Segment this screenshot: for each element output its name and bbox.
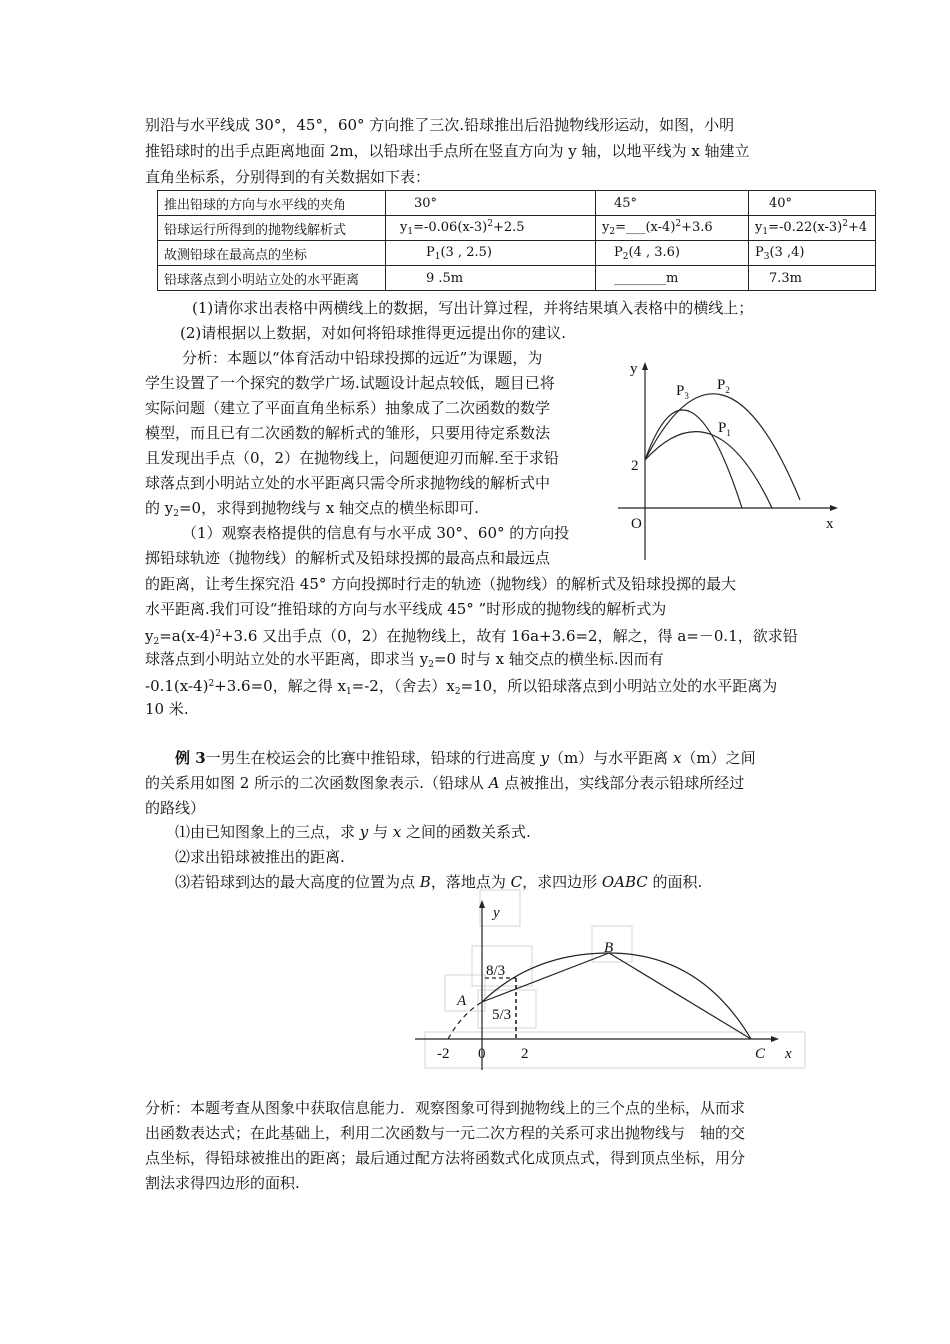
- y-label: y: [630, 361, 638, 377]
- analysis-line: 水平距离.我们可设“推铅球的方向与水平线成 45° ”时形成的抛物线的解析式为: [145, 600, 667, 618]
- analysis2-line: 点坐标，得铅球被推出的距离；最后通过配方法将函数式化成顶点式，得到顶点坐标，用分: [145, 1149, 746, 1167]
- row-label: 铅球落点到小明站立处的水平距离: [158, 266, 386, 291]
- parabola: [482, 953, 751, 1039]
- analysis-line: （1）观察表格提供的信息有与水平成 30°、60° 的方向投: [182, 524, 570, 542]
- p3-label: $P_3$: [676, 383, 689, 401]
- label-5-3: 5/3: [492, 1007, 512, 1023]
- example-line: 的关系用如图 2 所示的二次函数图象表示.（铅球从 A 点被推出，实线部分表示铅球所经过: [145, 774, 745, 792]
- cell: $P_1(3$ , 2.5): [386, 241, 596, 266]
- intro-line: 直角坐标系，分别得到的有关数据如下表：: [145, 168, 431, 186]
- cell: 7.3m: [749, 266, 876, 291]
- analysis-line: $y_2=a(x-4)^2+3.6$ 又出手点（0，2）在抛物线上，故有 16a+3.6=2，解之，得 a=－0.1，欲求铅: [145, 627, 798, 647]
- row-label: 故测铅球在最高点的坐标: [158, 241, 386, 266]
- cell: 9 .5m: [386, 266, 596, 291]
- tick-minus-2: -2: [437, 1046, 450, 1062]
- y-arrow-icon: [642, 362, 648, 370]
- x-label: x: [826, 516, 834, 532]
- cell: $P_2(4$ , 3.6): [596, 241, 749, 266]
- curve-p3: [645, 410, 742, 508]
- x-arrow-icon: [771, 1036, 779, 1042]
- analysis-line: 模型，而且已有二次函数的解析式的雏形，只要用待定系数法: [145, 424, 551, 442]
- intro-line: 别沿与水平线成 30°，45°，60° 方向推了三次.铅球推出后沿抛物线形运动，如图，小明: [145, 116, 735, 134]
- cell: 40°: [749, 191, 876, 216]
- example-question-1: ⑴由已知图象上的三点，求 y 与 x 之间的函数关系式.: [175, 823, 531, 841]
- segments-abc: [482, 953, 751, 1039]
- example-question-3: ⑶若铅球到达的最大高度的位置为点 B，落地点为 C，求四边形 OABC 的面积.: [175, 873, 703, 891]
- analysis-line: 10 米.: [145, 700, 189, 718]
- cell: $y_1=-0.22(x-3)^2+4$: [749, 216, 876, 241]
- analysis-line: 实际问题（建立了平面直角坐标系）抽象成了二次函数的数学: [145, 399, 551, 417]
- analysis-line: 分析：本题以“体育活动中铅球投掷的远近”为课题，为: [182, 349, 543, 367]
- analysis-line: 的距离，让考生探究沿 45° 方向投掷时行走的轨迹（抛物线）的解析式及铅球投掷的最大: [145, 575, 737, 593]
- y2-label: 2: [631, 458, 639, 474]
- question-2: (2)请根据以上数据，对如何将铅球推得更远提出你的建议.: [180, 324, 567, 342]
- analysis-line: 球落点到小明站立处的水平距离，即求当 $y_2=0$ 时与 x 轴交点的横坐标.因而有: [145, 650, 664, 670]
- cell: $y_2=\_\_\_(x-4)^2+3.6$: [596, 216, 749, 241]
- analysis2-line: 出函数表达式；在此基础上，利用二次函数与一元二次方程的关系可求出抛物线与 轴的交: [145, 1124, 746, 1142]
- cell: ________m: [596, 266, 749, 291]
- analysis-line: 球落点到小明站立处的水平距离只需令所求抛物线的解析式中: [145, 474, 551, 492]
- table-row: [158, 241, 876, 266]
- cell: $y_1=-0.06(x-3)^2+2.5$: [386, 216, 596, 241]
- p1-label: $P_1$: [718, 420, 731, 438]
- table-row: [158, 191, 876, 216]
- example-question-2: ⑵求出铅球被推出的距离.: [175, 848, 345, 866]
- curve-p1: [645, 432, 772, 508]
- table-row: [158, 216, 876, 241]
- row-label: 铅球运行所得到的抛物线解析式: [158, 216, 386, 241]
- intro-line: 推铅球时的出手点距离地面 2m，以铅球出手点所在竖直方向为 y 轴，以地平线为 x 轴建立: [145, 142, 750, 160]
- origin-label: O: [631, 516, 642, 532]
- x-label: x: [785, 1046, 792, 1062]
- cell: 45°: [596, 191, 749, 216]
- question-1: (1)请你求出表格中两横线上的数据，写出计算过程，并将结果填入表格中的横线上；: [192, 299, 754, 317]
- x-arrow-icon: [830, 505, 838, 511]
- p2-label: $P_2$: [717, 377, 730, 395]
- analysis-line: 的 $y_2=0$，求得到抛物线与 x 轴交点的横坐标即可.: [145, 499, 479, 519]
- example-line: 例 3一男生在校运会的比赛中推铅球，铅球的行进高度 y（m）与水平距离 x（m）之间: [175, 749, 756, 767]
- cell: $P_3(3$ ,4): [749, 241, 876, 266]
- point-a-label: A: [457, 993, 467, 1009]
- analysis-line: 且发现出手点（0，2）在抛物线上，问题便迎刃而解.至于求铅: [145, 449, 559, 467]
- point-c-label: C: [755, 1046, 766, 1062]
- data-table: [157, 190, 876, 291]
- figure-parabolas: [610, 350, 845, 565]
- table-row: [158, 266, 876, 291]
- row-label: 推出铅球的方向与水平线的夹角: [158, 191, 386, 216]
- y-label: y: [493, 905, 500, 921]
- analysis-line: 掷铅球轨迹（抛物线）的解析式及铅球投掷的最高点和最远点: [145, 549, 551, 567]
- analysis2-line: 分析：本题考查从图象中获取信息能力．观察图象可得到抛物线上的三个点的坐标，从而求: [145, 1099, 746, 1117]
- tick-0: 0: [478, 1046, 486, 1062]
- analysis-line: $-0.1(x-4)^2+3.6=0$，解之得 $x_1=-2$，（舍去）$x_2=10$，所以铅球落点到小明站立处的水平距离为: [145, 677, 778, 697]
- analysis-line: 学生设置了一个探究的数学广场.试题设计起点较低，题目已将: [145, 374, 555, 392]
- cell: 30°: [386, 191, 596, 216]
- label-8-3: 8/3: [486, 963, 506, 979]
- curve-p2: [645, 394, 800, 500]
- analysis2-line: 割法求得四边形的面积.: [145, 1174, 300, 1192]
- point-b-label: B: [604, 940, 614, 956]
- example-line: 的路线）: [145, 799, 206, 817]
- tick-2: 2: [521, 1046, 529, 1062]
- figure-2: [410, 888, 810, 1073]
